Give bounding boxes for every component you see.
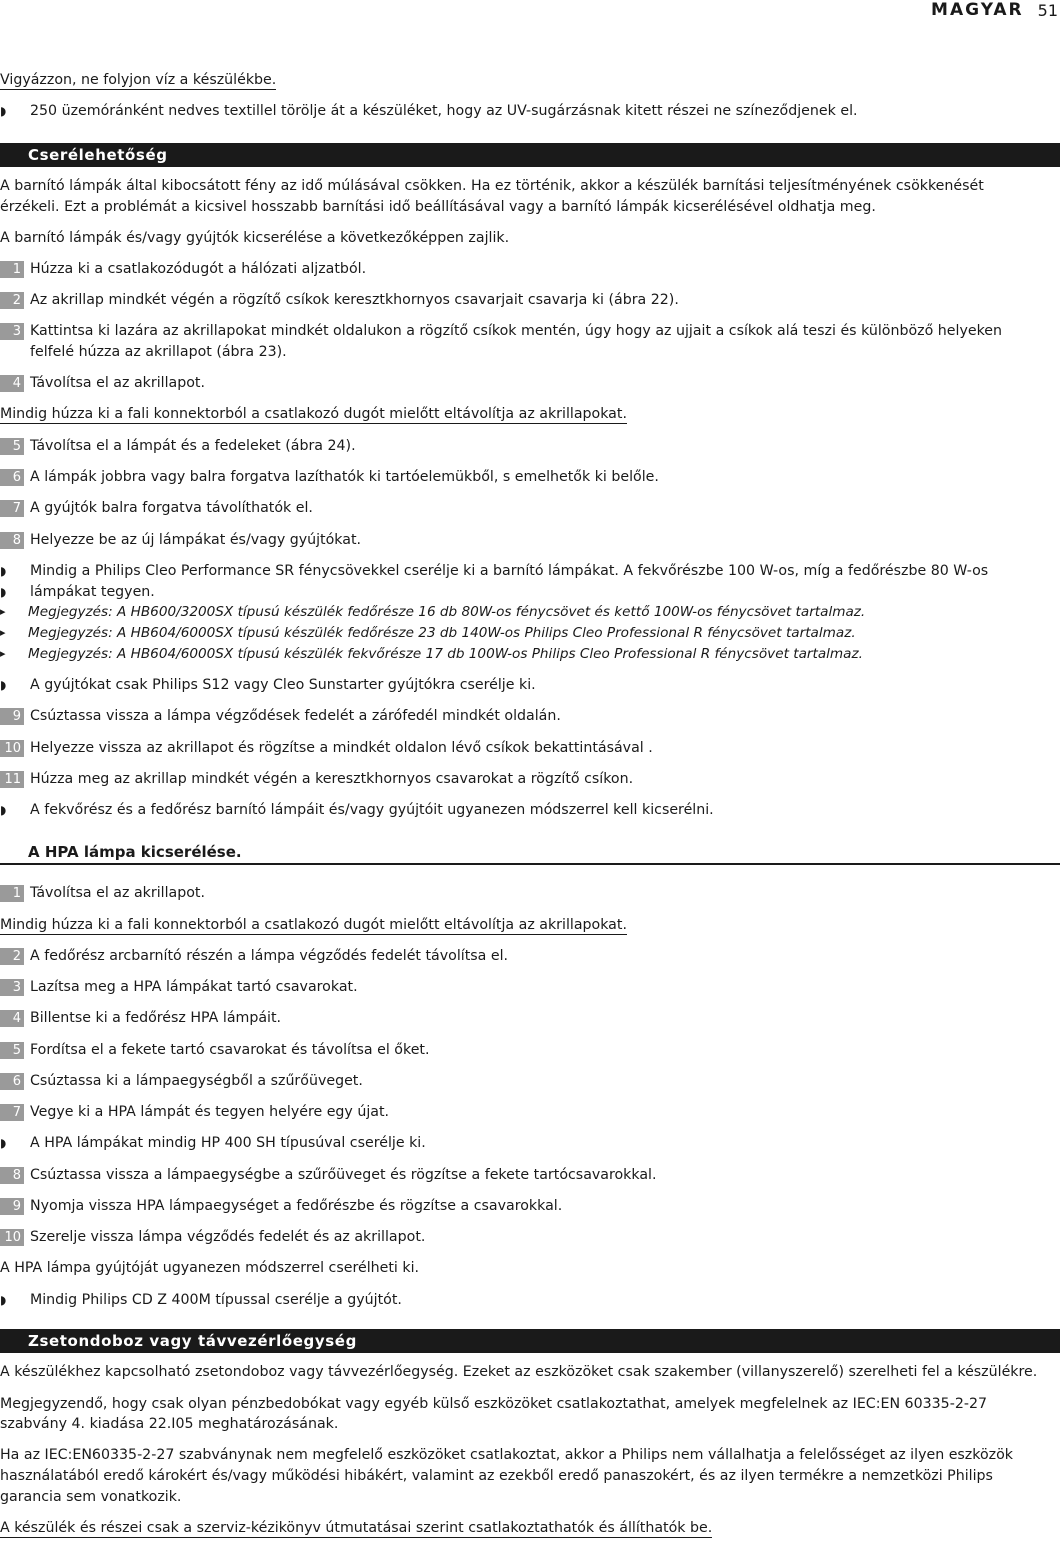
- same-method-bullet: ◗ A fekvőrész és a fedőrész barnító lámpáit és/vagy gyújtóit ugyanezen módszerrel kell kicserélni.: [0, 800, 1060, 820]
- hpa-step-7: 7 Vegye ki a HPA lámpát és tegyen helyére egy újat.: [0, 1102, 1060, 1122]
- step-5: 5 Távolítsa el a lámpát és a fedeleket (ábra 24).: [0, 436, 1060, 456]
- hpa-step-3: 3 Lazítsa meg a HPA lámpákat tartó csavarokat.: [0, 977, 1060, 997]
- coinbox-paragraph-2-line-1: Megjegyzendő, hogy csak olyan pénzbedobókat vagy egyéb külső eszközöket csatlakoztathat, amelyek megfelelnek az IEC:EN 60335-2-27: [0, 1396, 988, 1412]
- coinbox-paragraph-3-line-2: használatából eredő károkért és/vagy működési hibákért, valamint az ezekből eredő panaszokért, és az ilyen termékre a nemzetközi Philips: [0, 1468, 993, 1484]
- step-11: 11 Húzza meg az akrillap mindkét végén a keresztkhornyos csavarokat a rögzítő csíkon.: [0, 769, 1060, 789]
- hpa-step-1: 1 Távolítsa el az akrillapot.: [0, 883, 1060, 903]
- coinbox-paragraph-3-line-3: garancia sem vonatkozik.: [0, 1489, 182, 1505]
- step-number: 10: [0, 740, 24, 757]
- page-header: [931, 0, 1058, 20]
- step-number: 2: [0, 292, 24, 309]
- step-number: 10: [0, 1229, 24, 1246]
- step-number: 9: [0, 708, 24, 725]
- step-3-continued: felfelé húzza az akrillapot (ábra 23).: [30, 344, 287, 360]
- step-number: 5: [0, 1042, 24, 1059]
- step-10: 10 Helyezze vissza az akrillapot és rögzítse a mindkét oldalon lévő csíkok bekattintásával .: [0, 738, 1060, 758]
- language-label: MAGYAR: [931, 0, 1024, 20]
- hpa-ignitor-bullet: ◗ Mindig Philips CD Z 400M típussal cserélje a gyújtót.: [0, 1290, 1060, 1310]
- note-1: ▸ Megjegyzés: A HB600/3200SX típusú készülék fedőrésze 16 db 80W-os fénycsövet és kettő 100W-os fénycsövet tartalmaz.: [0, 602, 1060, 622]
- water-warning: Vigyázzon, ne folyjon víz a készülékbe.: [0, 72, 277, 88]
- intro-paragraph-2: A barnító lámpák és/vagy gyújtók kicserélése a következőképpen zajlik.: [0, 230, 510, 246]
- step-number: 5: [0, 438, 24, 455]
- step-number: 6: [0, 469, 24, 486]
- step-number: 7: [0, 500, 24, 517]
- step-number: 8: [0, 1167, 24, 1184]
- step-number: 6: [0, 1073, 24, 1090]
- step-2: 2 Az akrillap mindkét végén a rögzítő csíkok keresztkhornyos csavarjait csavarja ki (ábra 22).: [0, 290, 1060, 310]
- step-6: 6 A lámpák jobbra vagy balra forgatva lazíthatók ki tartóelemükből, s emelhetők ki belőle.: [0, 467, 1060, 487]
- lamps-bullet-continued: ◗ lámpákat tegyen.: [0, 582, 1060, 602]
- service-manual-warning: A készülék és részei csak a szerviz-kézikönyv útmutatásai szerint csatlakoztathatók és állíthatók be.: [0, 1520, 713, 1536]
- hpa-step-6: 6 Csúztassa ki a lámpaegységből a szűrőüveget.: [0, 1071, 1060, 1091]
- step-number: 3: [0, 979, 24, 996]
- hpa-step-8: 8 Csúztassa vissza a lámpaegységbe a szűrőüveget és rögzítse a fekete tartócsavarokkal.: [0, 1165, 1060, 1185]
- step-number: 1: [0, 885, 24, 902]
- note-3: ▸ Megjegyzés: A HB604/6000SX típusú készülék fekvőrésze 17 db 100W-os Philips Cleo Professional R fénycsövet tartalmaz.: [0, 644, 1060, 664]
- intro-line-1: A barnító lámpák által kibocsátott fény az idő múlásával csökken. Ha ez történik, akkor a készülék barnítási teljesítményének csökkenését: [0, 178, 984, 194]
- page-number: 51: [1037, 0, 1058, 20]
- step-number: 7: [0, 1104, 24, 1121]
- coinbox-paragraph-2-line-2: szabvány 4. kiadása 22.I05 meghatározásának.: [0, 1416, 339, 1432]
- intro-line-2: érzékeli. Ezt a problémát a kicsivel hosszabb barnítási idő beállításával vagy a barnító lámpák kicserélésével oldhatja meg.: [0, 199, 876, 215]
- step-number: 3: [0, 323, 24, 340]
- step-number: 4: [0, 1010, 24, 1027]
- hpa-step-9: 9 Nyomja vissza HPA lámpaegységet a fedőrészbe és rögzítse a csavarokkal.: [0, 1196, 1060, 1216]
- unplug-warning: Mindig húzza ki a fali konnektorból a csatlakozó dugót mielőtt eltávolítja az akrillapokat.: [0, 406, 627, 422]
- cleaning-bullet: ◗ 250 üzemóránként nedves textillel törölje át a készüléket, hogy az UV-sugárzásnak kitett részei ne színeződjenek el.: [0, 101, 1060, 121]
- section-title-coinbox: Zsetondoboz vagy távvezérlőegység: [0, 1329, 1060, 1353]
- step-8: 8 Helyezze be az új lámpákat és/vagy gyújtókat.: [0, 530, 1060, 550]
- coinbox-paragraph-1: A készülékhez kapcsolható zsetondoboz vagy távvezérlőegység. Ezeket az eszközöket csak szakember (villanyszerelő) szerelheti fel a készülékre.: [0, 1364, 1038, 1380]
- starters-bullet: ◗ A gyújtókat csak Philips S12 vagy Cleo Sunstarter gyújtókra cserélje ki.: [0, 675, 1060, 695]
- hpa-step-2: 2 A fedőrész arcbarnító részén a lámpa végződés fedelét távolítsa el.: [0, 946, 1060, 966]
- step-9: 9 Csúztassa vissza a lámpa végződések fedelét a zárófedél mindkét oldalán.: [0, 706, 1060, 726]
- step-3: 3 Kattintsa ki lazára az akrillapokat mindkét oldalukon a rögzítő csíkok mentén, úgy hogy az ujjait a csíkok alá teszi és különböző helyeken: [0, 321, 1060, 341]
- step-1: 1 Húzza ki a csatlakozódugót a hálózati aljzatból.: [0, 259, 1060, 279]
- step-number: 4: [0, 375, 24, 392]
- coinbox-paragraph-3-line-1: Ha az IEC:EN60335-2-27 szabványnak nem megfelelő eszközöket csatlakoztat, akkor a Philips nem vállalhatja a felelősséget az ilyen eszközök: [0, 1447, 1013, 1463]
- note-2: ▸ Megjegyzés: A HB604/6000SX típusú készülék fedőrésze 23 db 140W-os Philips Cleo Professional R fénycsövet tartalmaz.: [0, 623, 1060, 643]
- section-title-replacement: Cserélehetőség: [0, 143, 1060, 167]
- step-number: 2: [0, 948, 24, 965]
- step-number: 1: [0, 261, 24, 278]
- hpa-ignitor-paragraph: A HPA lámpa gyújtóját ugyanezen módszerrel cserélheti ki.: [0, 1260, 420, 1276]
- step-4: 4 Távolítsa el az akrillapot.: [0, 373, 1060, 393]
- step-7: 7 A gyújtók balra forgatva távolíthatók el.: [0, 498, 1060, 518]
- hpa-subsection-title: A HPA lámpa kicserélése.: [0, 841, 1060, 865]
- hpa-unplug-warning: Mindig húzza ki a fali konnektorból a csatlakozó dugót mielőtt eltávolítja az akrillapokat.: [0, 917, 627, 933]
- hpa-step-4: 4 Billentse ki a fedőrész HPA lámpáit.: [0, 1008, 1060, 1028]
- step-number: 11: [0, 771, 24, 788]
- lamps-bullet: ◗ Mindig a Philips Cleo Performance SR fénycsövekkel cserélje ki a barnító lámpákat. A fekvőrészbe 100 W-os, míg a fedőrészbe 80 W-os: [0, 561, 1060, 581]
- step-number: 8: [0, 532, 24, 549]
- hpa-step-10: 10 Szerelje vissza lámpa végződés fedelét és az akrillapot.: [0, 1227, 1060, 1247]
- step-number: 9: [0, 1198, 24, 1215]
- hpa-type-bullet: ◗ A HPA lámpákat mindig HP 400 SH típusúval cserélje ki.: [0, 1133, 1060, 1153]
- hpa-step-5: 5 Fordítsa el a fekete tartó csavarokat és távolítsa el őket.: [0, 1040, 1060, 1060]
